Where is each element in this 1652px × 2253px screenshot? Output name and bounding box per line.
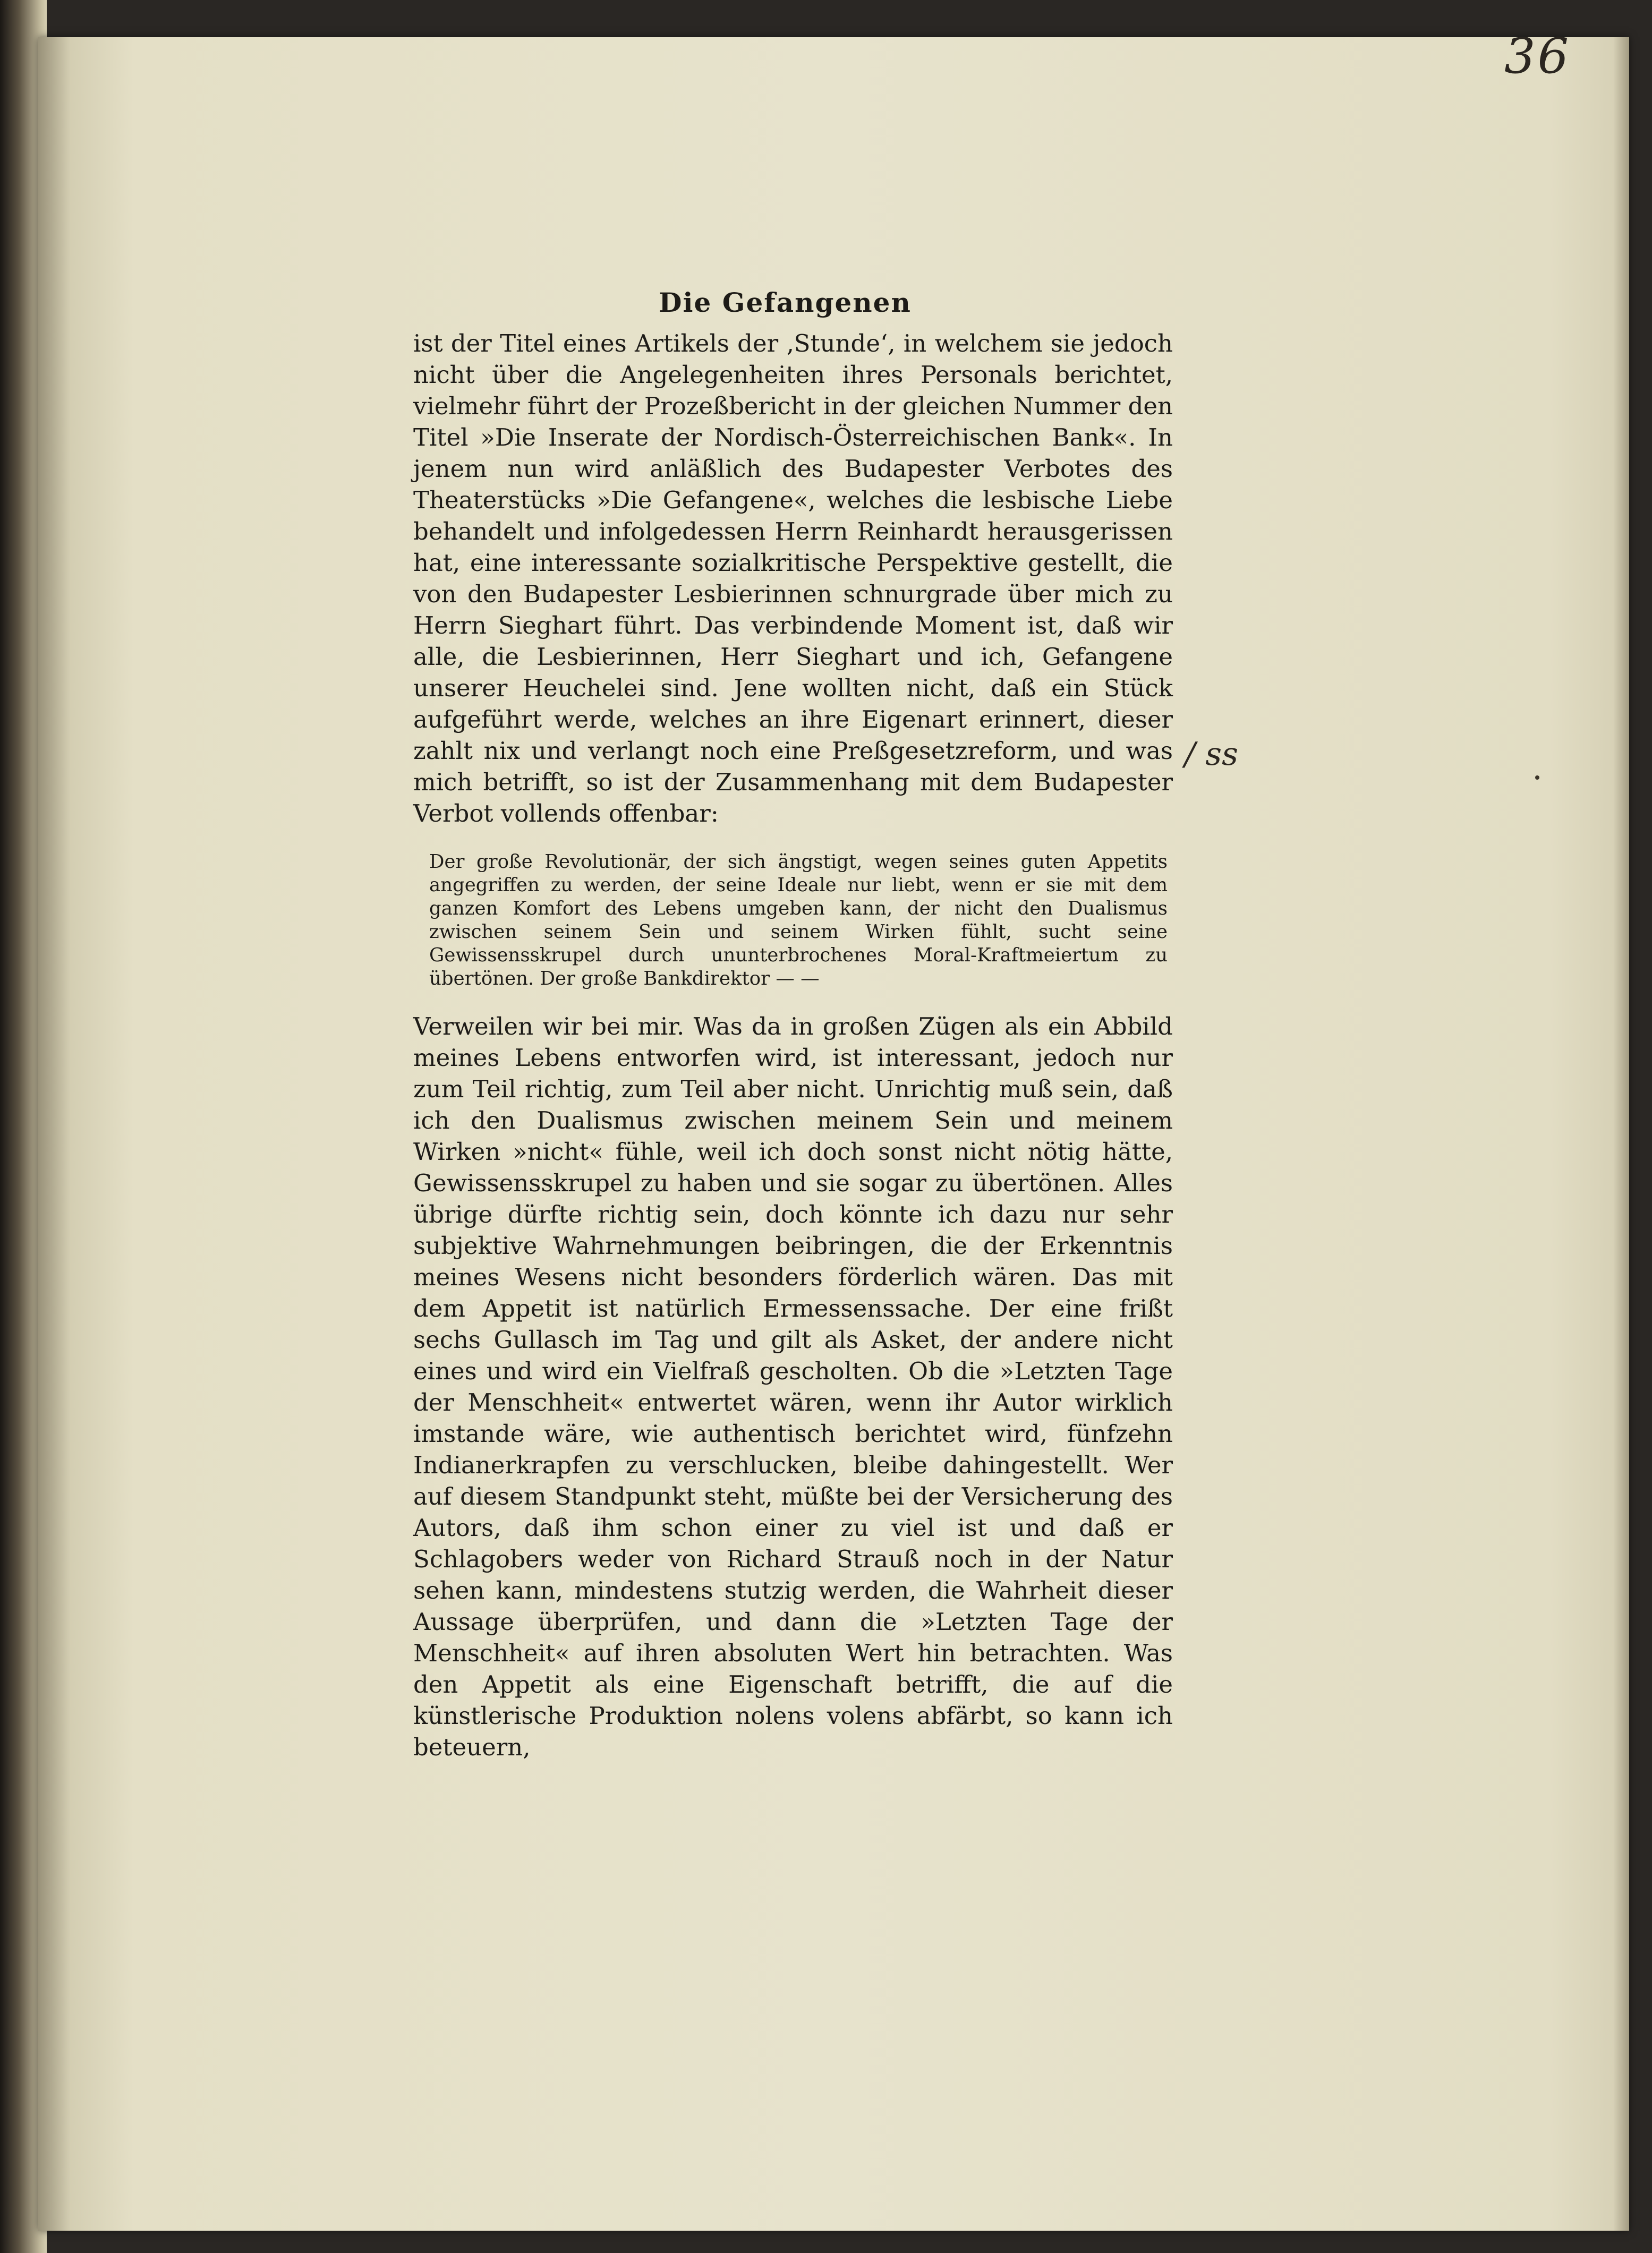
block-quote: Der große Revolutionär, der sich ängstigt, wegen seines guten Appetits angegriffen zu werden, der seine Ideale nur liebt, wenn er sie mit dem ganzen Komfort des Lebens umgeben kann, der nicht den Dualismus zwischen seinem Sein und seinem Wirken fühlt, sucht seine Gewissensskrupel durch ununterbrochenes Moral-Kraftmeiertum zu übertönen. Der große Bankdirektor — — <box>429 851 1168 989</box>
article-paragraph-1: ist der Titel eines Artikels der ‚Stunde‘, in welchem sie jedoch nicht über die Angelegenheiten ihres Personals berichtet, vielmehr führt der Prozeßbericht in der gleichen Nummer den Titel »Die Inserate der Nordisch-Österreichischen Bank«. In jenem nun wird anläßlich des Budapester Verbotes des Theaterstücks »Die Gefangene«, welches die lesbische Liebe behandelt und infolgedessen Herrn Reinhardt herausgerissen hat, eine interessante sozialkritische Perspektive gestellt, die von den Budapester Lesbierinnen schnurgrade über mich zu Herrn Sieghart führt. Das verbindende Moment ist, daß wir alle, die Lesbierinnen, Herr Sieghart und ich, Gefangene unserer Heuchelei sind. Jene wollten nicht, daß ein Stück aufgeführt werde, welches an ihre Eigenart erinnert, dieser zahlt nix und verlangt noch eine Preßgesetzreform, und was mich betrifft, so ist der Zusammenhang mit dem Budapester Verbot vollends offenbar: <box>413 329 1173 827</box>
article-title: Die Gefangenen <box>659 287 912 318</box>
article-paragraph-2: Verweilen wir bei mir. Was da in großen Zügen als ein Abbild meines Lebens entworfen wird, ist interessant, jedoch nur zum Teil richtig, zum Teil aber nicht. Unrichtig muß sein, daß ich den Dualismus zwischen meinem Sein und meinem Wirken »nicht« fühle, weil ich doch sonst nicht nötig hätte, Gewissensskrupel zu haben und sie sogar zu übertönen. Alles übrige dürfte richtig sein, doch könnte ich dazu nur sehr subjektive Wahrnehmungen beibringen, die der Erkenntnis meines Wesens nicht besonders förderlich wären. Das mit dem Appetit ist natürlich Ermessenssache. Der eine frißt sechs Gullasch im Tag und gilt als Asket, der andere nicht eines und wird ein Vielfraß gescholten. Ob die »Letzten Tage der Menschheit« entwertet wären, wenn ihr Autor wirklich imstande wäre, wie authentisch berichtet wird, fünfzehn Indianerkrapfen zu verschlucken, bleibe dahingestellt. Wer auf diesem Standpunkt steht, müßte bei der Versicherung des Autors, daß ihm schon einer zu viel ist und daß er Schlagobers weder von Richard Strauß noch in der Natur sehen kann, mindestens stutzig werden, die Wahrheit dieser Aussage überprüfen, und dann die »Letzten Tage der Menschheit« auf ihren absoluten Wert hin betrachten. Was den Appetit als eine Eigenschaft betrifft, die auf die künstlerische Produktion nolens volens abfärbt, so kann ich beteuern, <box>413 1012 1173 1761</box>
ink-dot <box>1535 775 1539 780</box>
spine-shadow <box>38 37 70 2231</box>
handwritten-page-number: 36 <box>1504 28 1571 84</box>
page-edge-shadow <box>1613 37 1629 2231</box>
handwritten-margin-correction: / ss <box>1185 736 1238 773</box>
article-body <box>376 287 1173 1763</box>
